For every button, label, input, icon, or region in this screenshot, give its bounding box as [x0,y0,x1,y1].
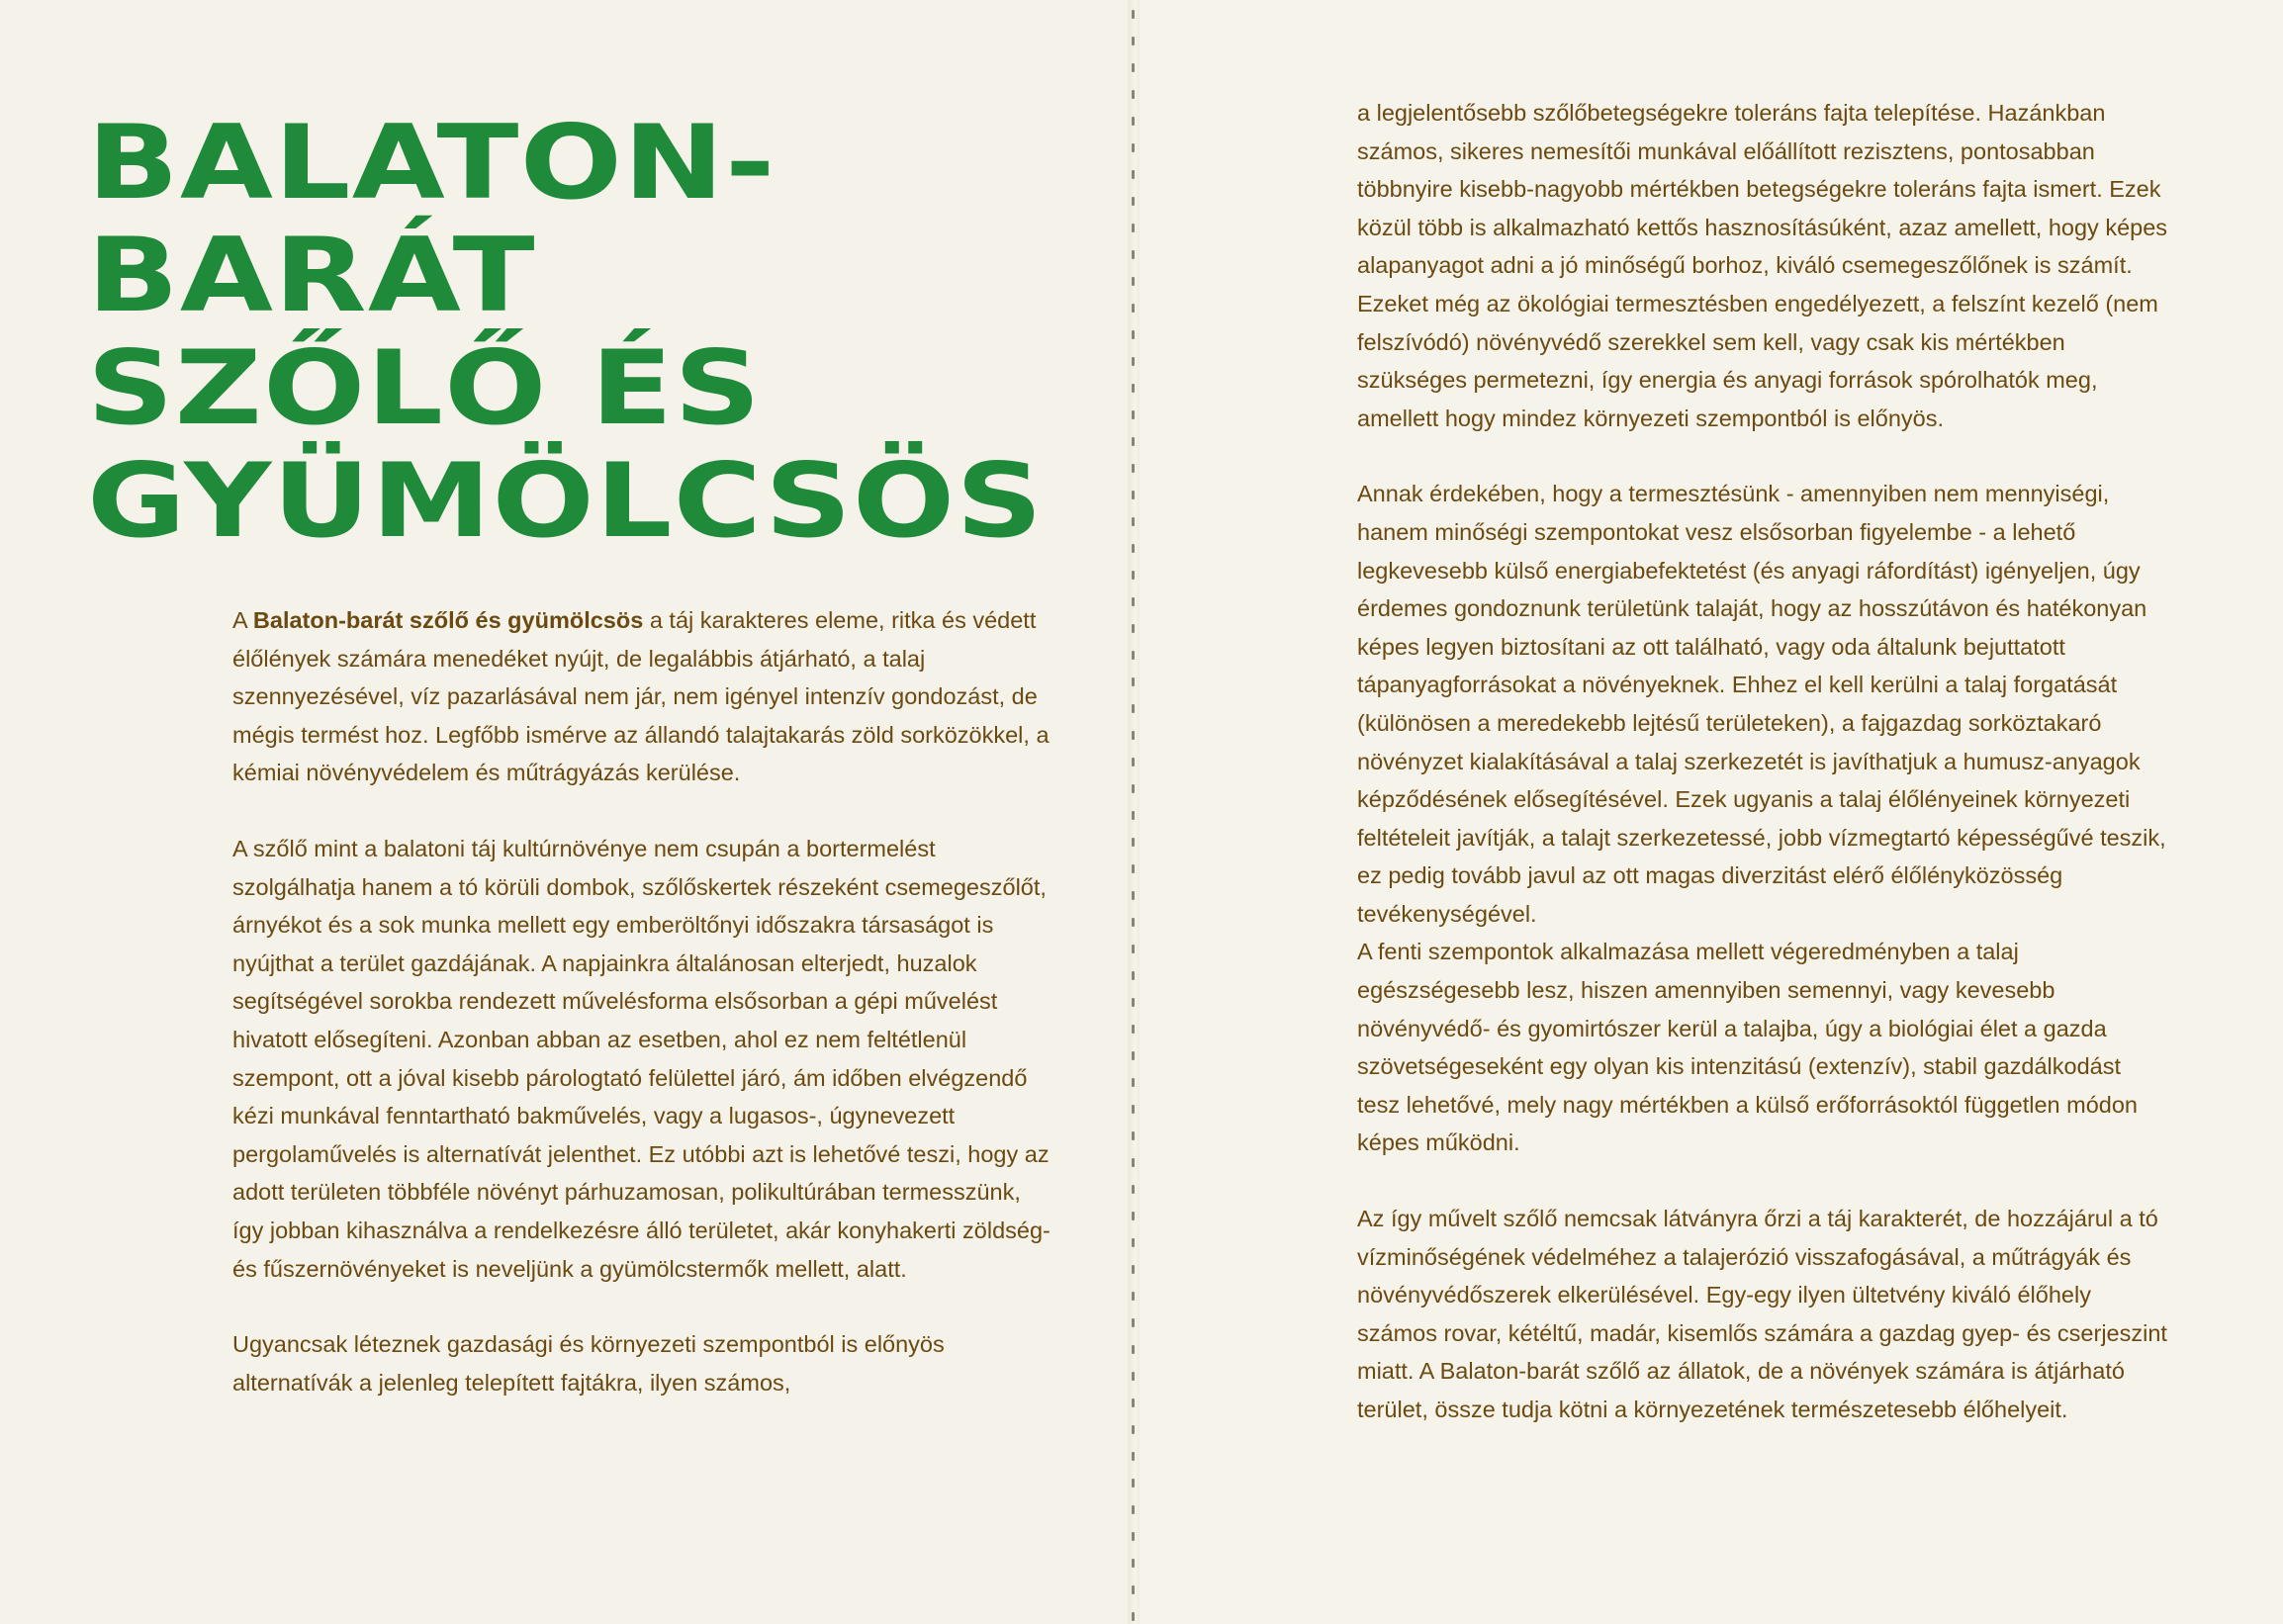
stitch-mark [1132,1025,1135,1034]
stitch-mark [1132,197,1135,206]
stitch-mark [1132,1078,1135,1087]
stitch-mark [1132,464,1135,473]
left-paragraph-1 [232,601,1053,792]
stitch-mark [1132,864,1135,873]
stitch-mark [1132,677,1135,686]
stitch-mark [1132,1372,1135,1381]
stitch-mark [1132,945,1135,953]
intro-prefix: A [232,607,253,633]
stitch-mark [1132,811,1135,820]
stitch-mark [1132,1158,1135,1167]
stitch-mark [1132,384,1135,393]
stitch-mark [1132,90,1135,99]
stitch-mark [1132,1585,1135,1594]
stitch-mark [1132,517,1135,526]
right-paragraph-2: Annak érdekében, hogy a termesztésünk - amennyiben nem mennyiségi, hanem minőségi szempontokat vesz elsősorban figyelembe - a lehető legkevesebb külső energiabefektetést (és anyagi ráfordítást) igényeljen, úgy érdemes gondoznunk területünk talaját, hogy az hosszútávon és hatékonyan képes legyen biztosítani az ott található, vagy oda általunk bejuttatott tápanyagforrásokat a növényeknek. Ehhez el kell kerülni a talaj forgatását (különösen a meredekebb lejtésű területeken), a fajgazdag sorköztakaró növényzet kialakításával a talaj szerkezetét is javíthatjuk a humusz-anyagok képződésének elősegítésével. Ezek ugyanis a talaj élőlényeinek környezeti feltételeit javítják, a talajt szerkezetessé, jobb vízmegtartó képességűvé teszik, ez pedig tovább javul az ott magas diverzitást elérő élőlényközösség tevékenységével. [1357,481,2166,927]
stitch-mark [1132,277,1135,286]
right-paragraph-1: a legjelentősebb szőlőbetegségekre toleráns fajta telepítése. Hazánkban számos, sikeres nemesítői munkával előállított rezisztens, pontosabban többnyire kisebb-nagyobb mértékben betegségekre toleráns fajta ismert. Ezek közül több is alkalmazható kettős hasznosításúként, azaz amellett, hogy képes alapanyagot adni a jó minőségű borhoz, kiváló csemegeszőlőnek is számít. Ezeket még az ökológiai termesztésben engedélyezett, a felszínt kezelő (nem felszívódó) növényvédő szerekkel sem kell, vagy csak kis mértékben szükséges permetezni, így energia és anyagi források spórolhatók meg, amellett hogy mindez környezeti szempontból is előnyös. [1357,100,2168,431]
stitch-mark [1132,491,1135,499]
stitch-mark [1132,838,1135,847]
stitch-mark [1132,918,1135,927]
stitch-mark [1132,971,1135,980]
stitch-mark [1132,1505,1135,1514]
stitch-mark [1132,143,1135,152]
intro-rest: a táj karakteres eleme, ritka és védett élőlények számára menedéket nyújt, de legalábbis átjárható, a talaj szennyezésével, víz pazarlásával nem jár, nem igényel intenzív gondozást, de mégis termést hoz. Legfőbb ismérve az állandó talajtakarás zöld sorközökkel, a kémiai növényvédelem és műtrágyázás kerülése. [232,607,1050,786]
intro-bold-term: Balaton-barát szőlő és gyümölcsös [252,607,644,633]
stitch-mark [1132,357,1135,366]
stitch-mark [1132,1479,1135,1488]
stitch-mark [1132,1238,1135,1247]
stitch-mark [1132,410,1135,419]
stitch-mark [1132,1051,1135,1060]
stitch-mark [1132,998,1135,1007]
stitch-mark [1132,117,1135,126]
stitch-mark [1132,330,1135,339]
stitch-mark [1132,1185,1135,1194]
right-paragraph-3: A fenti szempontok alkalmazása mellett végeredményben a talaj egészségesebb lesz, hiszen amennyiben semennyi, vagy kevesebb növényvédő- és gyomirtószer kerül a talajba, úgy a biológiai élet a gazda szövetségeseként egy olyan kis intenzitású (extenzív), stabil gazdálkodást tesz lehetővé, mely nagy mértékben a külső erőforrásoktól független módon képes működni. [1357,939,2138,1156]
stitch-mark [1132,1131,1135,1140]
stitch-mark [1132,1105,1135,1114]
stitch-mark [1132,63,1135,72]
stitch-mark [1132,1425,1135,1434]
page-title [87,104,1045,561]
right-paragraph-4: Az így művelt szőlő nemcsak látványra őrzi a táj karakterét, de hozzájárul a tó vízminőségének védelméhez a talajerózió visszafogásával, a műtrágyák és növényvédőszerek elkerülésével. Egy-egy ilyen ültetvény kiváló élőhely számos rovar, kétéltű, madár, kisemlős számára a gazdag gyep- és cserjeszint miatt. A Balaton-barát szőlő az állatok, de a növények számára is átjárható terület, össze tudja kötni a környezetének természetesebb élőhelyeit. [1357,1206,2167,1422]
stitch-mark [1132,304,1135,313]
stitch-mark [1132,624,1135,633]
stitch-mark [1132,37,1135,45]
stitch-mark [1132,437,1135,446]
stitch-mark [1132,1212,1135,1220]
stitch-mark [1132,1318,1135,1327]
right-text-column [1357,94,2168,1429]
stitch-mark [1132,10,1135,19]
stitch-mark [1132,250,1135,259]
stitch-mark [1132,544,1135,553]
left-paragraph-2: A szőlő mint a balatoni táj kultúrnövénye nem csupán a bortermelést szolgálhatja hanem a tó körüli dombok, szőlőskertek részeként csemegeszőlőt, árnyékot és a sok munka mellett egy emberöltőnyi időszakra társaságot is nyújthat a terület gazdájának. A napjainkra általánosan elterjedt, huzalok segítségével sorokba rendezett művelésforma elsősorban a gépi művelést hivatott elősegíteni. Azonban abban az esetben, ahol ez nem feltétlenül szempont, ott a jóval kisebb párologtató felülettel járó, ám időben elvégzendő kézi munkával fenntartható bakművelés, vagy a lugasos-, úgynevezett pergolaművelés is alternatívát jelenthet. Ez utóbbi azt is lehetővé teszi, hogy az adott területen többféle növényt párhuzamosan, polikultúrában termesszünk, így jobban kihasználva a rendelkezésre álló területet, akár konyhakerti zöldség- és fűszernövényeket is neveljünk a gyümölcstermők mellett, alatt. [232,835,1050,1282]
stitch-mark [1132,1559,1135,1568]
stitch-mark [1132,224,1135,232]
title-line-2: BARÁT [87,217,536,335]
title-line-1: BALATON- [87,104,776,223]
stitch-mark [1132,1345,1135,1354]
stitch-mark [1132,571,1135,580]
stitch-mark [1132,1398,1135,1407]
stitch-mark [1132,731,1135,740]
stitch-mark [1132,1532,1135,1541]
left-paragraph-3: Ugyancsak léteznek gazdasági és környezeti szempontból is előnyös alternatívák a jelenleg telepített fajtákra, ilyen számos, [232,1331,945,1396]
stitch-mark [1132,170,1135,179]
stitch-mark [1132,1292,1135,1301]
stitch-mark [1132,704,1135,713]
stitch-mark [1132,758,1135,767]
left-page [0,0,1134,1624]
stitch-mark [1132,1612,1135,1621]
stitch-mark [1132,597,1135,606]
stitch-mark [1132,784,1135,793]
stitch-mark [1132,1265,1135,1274]
stitch-mark [1132,1452,1135,1461]
left-text-column [232,601,1053,1401]
title-line-3: SZŐLŐ ÉS [87,329,763,448]
title-line-4: GYÜMÖLCSÖS [87,442,1045,561]
stitch-mark [1132,891,1135,900]
stitch-mark [1132,651,1135,660]
